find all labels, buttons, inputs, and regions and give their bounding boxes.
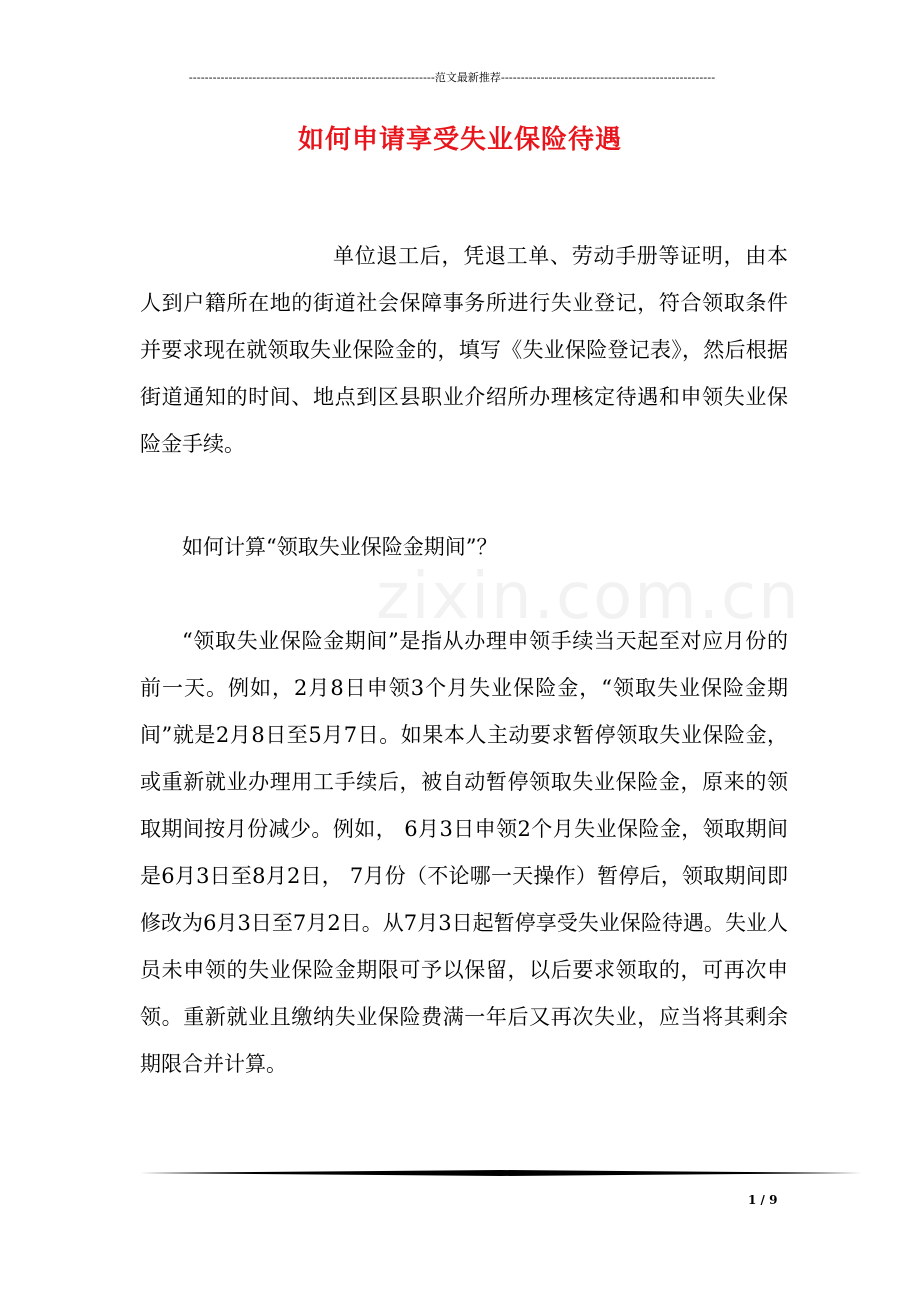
paragraph-question: 如何计算“领取失业保险金期间”？: [182, 535, 498, 559]
paragraph-period-explanation: “领取失业保险金期间”是指从办理申领手续当天起至对应月份的前一天。例如，2月8日申领3个月失业保险金，“领取失业保险金期间”就是2月8日至5月7日。如果本人主动要求暂停领取失业保险金，或重新就业办理用工手续后，被自动暂停领取失业保险金，原来的领取期间按月份减少。例如， 6月3日申领2个月失业保险金，领取期间是6月3日至8月2日， 7月份（不论哪一天操作）暂停后，领取期间即修改为6月3日至7月2日。从7月3日起暂停享受失业保险待遇。失业人员未申领的失业保险金期限可予以保留，以后要求领取的，可再次申领。重新就业且缴纳失业保险费满一年后又再次失业，应当将其剩余期限合并计算。: [140, 629, 788, 1076]
page-number: 1 / 9: [748, 1193, 778, 1207]
paragraph-registration: 单位退工后，凭退工单、劳动手册等证明，由本人到户籍所在地的街道社会保障事务所进行失业登记，符合领取条件并要求现在就领取失业保险金的，填写《失业保险登记表》，然后根据街道通知的时间、地点到区县职业介绍所办理核定待遇和申领失业保险金手续。: [140, 244, 788, 456]
header-banner: --------------------------------------------------------------范文最新推荐------------------------------------------------------: [188, 71, 716, 84]
document-title: 如何申请享受失业保险待遇: [297, 125, 622, 155]
watermark: zixin.com.cn: [376, 560, 801, 634]
footer-divider: [140, 1162, 862, 1182]
